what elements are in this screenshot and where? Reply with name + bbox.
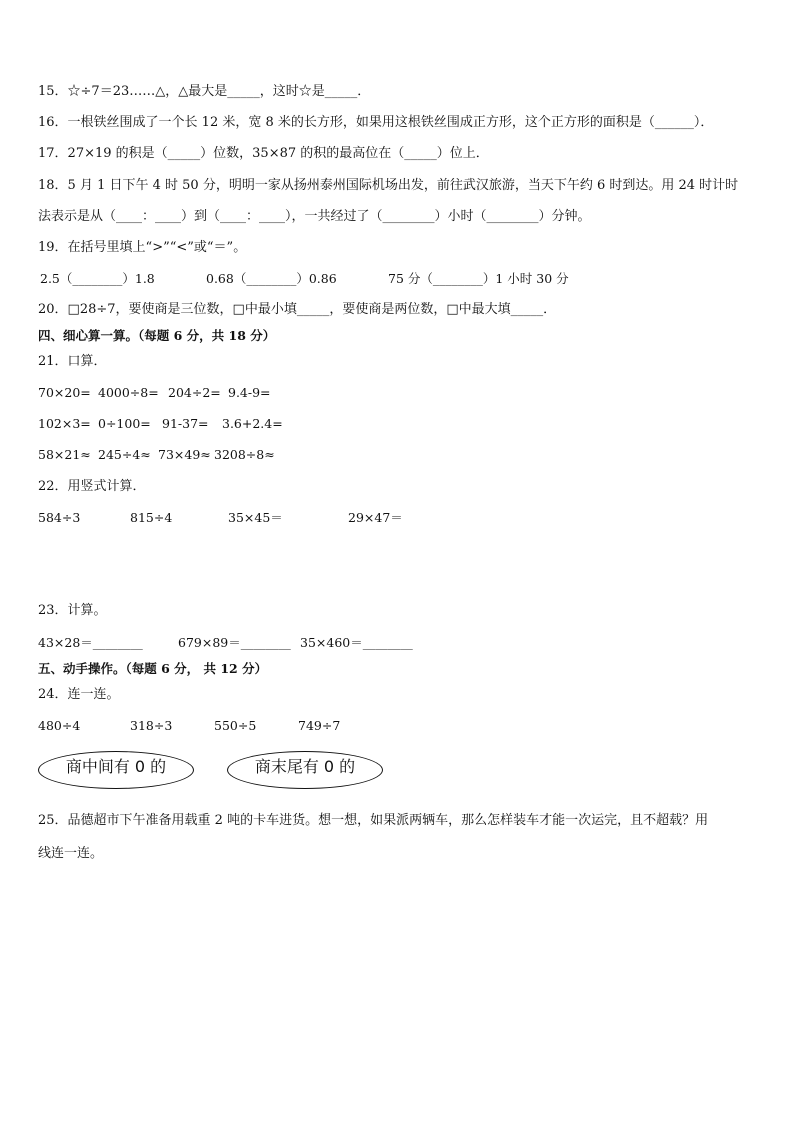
calc-item: 29×47＝ — [348, 510, 403, 525]
calc-item: 550÷5 — [214, 718, 257, 733]
calc-item: 35×460＝________ — [300, 635, 413, 650]
compare-item: 75 分（________）1 小时 30 分 — [388, 271, 569, 286]
calc-item: 58×21≈ — [38, 447, 91, 462]
calc-item: 3.6+2.4= — [222, 416, 283, 431]
calc-item: 4000÷8= — [98, 385, 159, 400]
compare-item: 2.5（________）1.8 — [40, 271, 155, 286]
calc-item: 102×3= — [38, 416, 91, 431]
calc-item: 73×49≈ — [158, 447, 211, 462]
question-15: 15．☆÷7＝23……△，△最大是_____，这时☆是_____． — [38, 84, 371, 99]
question-17: 17．27×19 的积是（_____）位数，35×87 的积的最高位在（_____）位上． — [38, 146, 489, 161]
calc-item: 3208÷8≈ — [214, 447, 275, 462]
question-24: 24．连一连。 — [38, 687, 120, 702]
question-23: 23．计算。 — [38, 603, 107, 618]
calc-item: 679×89＝________ — [178, 635, 291, 650]
calc-item: 70×20= — [38, 385, 91, 400]
calc-item: 480÷4 — [38, 718, 81, 733]
calc-item: 204÷2= — [168, 385, 221, 400]
question-21: 21．口算． — [38, 354, 107, 369]
question-20: 20．□28÷7，要使商是三位数，□中最小填_____，要使商是两位数，□中最大填_____． — [38, 302, 557, 317]
compare-item: 0.68（________）0.86 — [206, 271, 337, 286]
oval-label: 商末尾有 0 的 — [254, 756, 356, 776]
section-5-heading: 五、动手操作。（每题 6 分， 共 12 分） — [38, 661, 268, 676]
oval-label: 商中间有 0 的 — [65, 756, 167, 776]
calc-item: 584÷3 — [38, 510, 81, 525]
calc-item: 815÷4 — [130, 510, 173, 525]
calc-item: 749÷7 — [298, 718, 341, 733]
calc-item: 318÷3 — [130, 718, 173, 733]
question-18-line-1: 18．5 月 1 日下午 4 时 50 分，明明一家从扬州泰州国际机场出发，前往武汉旅游，当天下午约 6 时到达。用 24 时计时 — [38, 178, 739, 193]
section-4-heading: 四、细心算一算。（每题 6 分，共 18 分） — [38, 328, 276, 343]
question-19: 19．在括号里填上“>”“<”或“＝”。 — [38, 240, 247, 255]
calc-item: 43×28＝________ — [38, 635, 143, 650]
question-18-line-2: 法表示是从（____：____）到（____：____），一共经过了（________）小时（________）分钟。 — [38, 209, 591, 224]
calc-item: 245÷4≈ — [98, 447, 151, 462]
oval-quotient-middle-zero — [38, 751, 194, 789]
calc-item: 91-37= — [162, 416, 209, 431]
calc-item: 9.4-9= — [228, 385, 271, 400]
calc-item: 0÷100= — [98, 416, 151, 431]
question-16: 16．一根铁丝围成了一个长 12 米，宽 8 米的长方形，如果用这根铁丝围成正方形，这个正方形的面积是（______）． — [38, 115, 714, 130]
oval-quotient-end-zero — [227, 751, 383, 789]
question-25-line-1: 25．品德超市下午准备用载重 2 吨的卡车进货。想一想，如果派两辆车，那么怎样装车才能一次运完，且不超载？用 — [38, 813, 709, 828]
question-25-line-2: 线连一连。 — [38, 846, 104, 861]
question-22: 22．用竖式计算． — [38, 479, 146, 494]
calc-item: 35×45＝ — [228, 510, 283, 525]
